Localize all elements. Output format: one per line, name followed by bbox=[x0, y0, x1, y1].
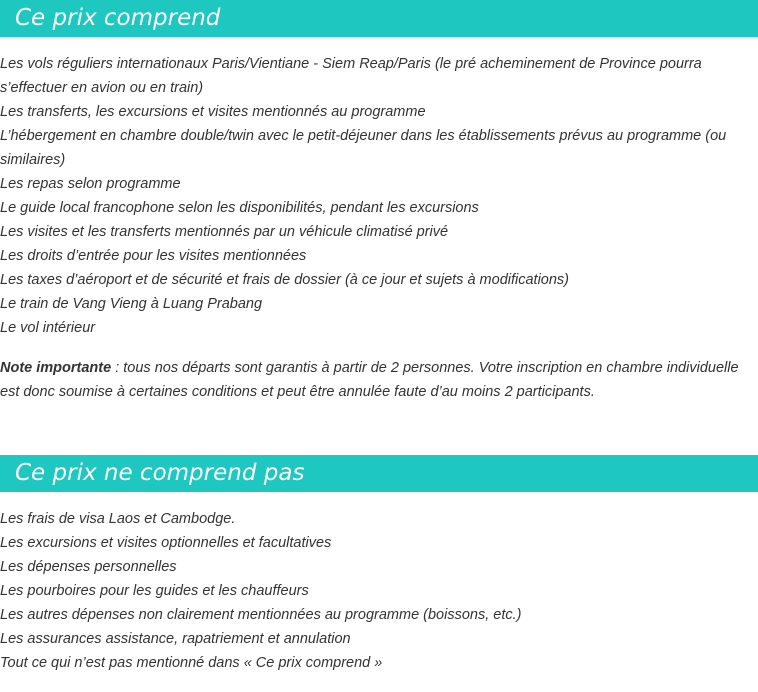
list-item: Les taxes d’aéroport et de sécurité et frais de dossier (à ce jour et sujets à modifications) bbox=[0, 272, 570, 288]
list-item: Les visites et les transferts mentionnés par un véhicule climatisé privé bbox=[0, 224, 449, 240]
excludes-list bbox=[0, 507, 752, 675]
list-item: Le train de Vang Vieng à Luang Prabang bbox=[0, 296, 263, 312]
list-item: Tout ce qui n’est pas mentionné dans « Ce prix comprend » bbox=[0, 655, 383, 671]
list-item: Les excursions et visites optionnelles et facultatives bbox=[0, 535, 332, 551]
list-item: Les frais de visa Laos et Cambodge. bbox=[0, 511, 236, 527]
note-text: : tous nos départs sont garantis à partir de 2 personnes. Votre inscription en chambre individuelle est donc soumise à certaines conditions et peut être annulée faute d’au moins 2 participants. bbox=[0, 360, 739, 400]
list-item: Les assurances assistance, rapatriement et annulation bbox=[0, 631, 351, 647]
list-item: Les dépenses personnelles bbox=[0, 559, 177, 575]
includes-list bbox=[0, 52, 752, 340]
list-item: Le vol intérieur bbox=[0, 320, 96, 336]
list-item: Les repas selon programme bbox=[0, 176, 181, 192]
section-header-includes: Ce prix comprend bbox=[0, 0, 758, 37]
section-header-excludes: Ce prix ne comprend pas bbox=[0, 455, 758, 492]
note-label: Note importante bbox=[0, 360, 112, 376]
list-item: Les autres dépenses non clairement mentionnées au programme (boissons, etc.) bbox=[0, 607, 522, 623]
list-item: Les pourboires pour les guides et les chauffeurs bbox=[0, 583, 309, 599]
list-item: Les vols réguliers internationaux Paris/Vientiane - Siem Reap/Paris (le pré acheminement de Province pourra s’effectuer en avion ou en train) bbox=[0, 56, 702, 96]
list-item: Les droits d’entrée pour les visites mentionnées bbox=[0, 248, 307, 264]
list-item: Le guide local francophone selon les disponibilités, pendant les excursions bbox=[0, 200, 479, 216]
list-item: Les transferts, les excursions et visites mentionnés au programme bbox=[0, 104, 426, 120]
list-item: L’hébergement en chambre double/twin avec le petit-déjeuner dans les établissements prévus au programme (ou similaires) bbox=[0, 128, 727, 168]
important-note bbox=[0, 356, 752, 404]
